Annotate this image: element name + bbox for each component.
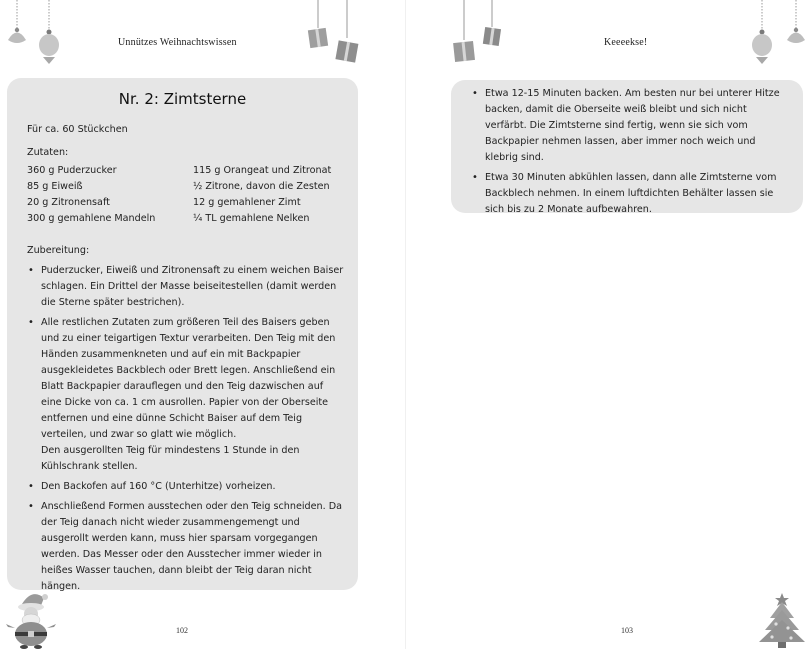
gift-icon: [308, 0, 328, 48]
page-header: Unnützes Weihnachtswissen: [118, 37, 237, 48]
step-text: Den Backofen auf 160 °C (Unterhitze) vorheizen.: [41, 481, 276, 492]
gift-ornaments-right: [446, 0, 516, 70]
bullet-icon: •: [28, 501, 34, 512]
ingredients-label: Zutaten:: [27, 147, 69, 158]
page-number: 102: [176, 626, 188, 635]
recipe-title: Nr. 2: Zimtsterne: [118, 90, 247, 108]
recipe-card-continued: [451, 80, 803, 213]
preparation-label: Zubereitung:: [27, 245, 90, 256]
step-item: [471, 86, 787, 166]
bauble-ornaments-right: [742, 0, 812, 70]
bullet-icon: •: [472, 88, 478, 99]
bauble-ornaments-left: [0, 0, 70, 70]
bauble-icon: [752, 0, 772, 64]
ingredients-column-1: [27, 163, 155, 227]
step-text: Alle restlichen Zutaten zum größeren Teil des Baisers geben und zu einer teigartigen Textur verarbeiten. Den Teig mit den Händen zusammenkneten und auf ein mit Backpapier ausgekleidetes Backblech oder Brett legen. Anschließend ein Blatt Backpapier darauflegen und den Teig dazwischen auf eine Dicke von ca. 1 cm ausrollen. Papier von der Oberseite entfernen und eine dünne Schicht Baiser auf dem Teig verteilen, und zwar so glatt wie möglich. Den ausgerollten Teig für mindestens 1 Stunde in den Kühlschrank stellen.: [41, 317, 336, 472]
bullet-icon: •: [28, 481, 34, 492]
preparation-steps: [27, 263, 345, 599]
ingredients-column-2: [193, 163, 331, 227]
bullet-icon: •: [28, 265, 34, 276]
step-text: Etwa 30 Minuten abkühlen lassen, dann alle Zimtsterne vom Backblech nehmen. In einem luftdichten Behälter lassen sie sich bis zu 2 Monate aufbewahren.: [485, 172, 777, 215]
ingredient-item: 12 g gemahlener Zimt: [193, 197, 301, 208]
bullet-icon: •: [28, 317, 34, 328]
christmas-tree-icon: [756, 590, 808, 649]
step-text: Anschließend Formen ausstechen oder den Teig schneiden. Da der Teig danach nicht wieder zusammengemengt und ausgerollt werden kann, muss hier sparsam vorgegangen werden. Das Messer oder den Ausstecher immer wieder in heißes Wasser tauchen, dann bleibt der Teig daran nicht hängen.: [41, 501, 342, 592]
right-page: [406, 0, 812, 649]
step-item: [27, 263, 345, 311]
recipe-yield: Für ca. 60 Stückchen: [27, 124, 128, 135]
step-item: [471, 170, 787, 218]
step-text: Etwa 12-15 Minuten backen. Am besten nur bei unterer Hitze backen, damit die Oberseite weiß bleibt und sich nicht verfärbt. Die Zimtsterne sind fertig, wenn sie sich vom Backpapier nehmen lassen, aber immer noch weich und klebrig sind.: [485, 88, 780, 163]
bullet-icon: •: [472, 172, 478, 183]
ingredient-item: 300 g gemahlene Mandeln: [27, 213, 156, 224]
gift-icon: [335, 0, 358, 63]
recipe-card: [7, 78, 358, 590]
ingredient-item: 85 g Eiweiß: [27, 181, 83, 192]
gift-icon: [483, 0, 501, 46]
bauble-icon: [39, 0, 59, 64]
ingredient-item: 20 g Zitronensaft: [27, 197, 110, 208]
bauble-icon: [787, 0, 805, 43]
page-number: 103: [621, 626, 633, 635]
page-header: Keeeekse!: [604, 37, 648, 48]
ingredient-item: ½ Zitrone, davon die Zesten: [193, 181, 330, 192]
preparation-steps: [471, 86, 787, 222]
ingredient-item: 360 g Puderzucker: [27, 165, 117, 176]
ingredient-item: 115 g Orangeat und Zitronat: [193, 165, 332, 176]
step-item: [27, 479, 345, 495]
santa-icon: [4, 590, 58, 649]
step-item: [27, 499, 345, 595]
step-item: [27, 315, 345, 475]
step-text: Puderzucker, Eiweiß und Zitronensaft zu einem weichen Baiser schlagen. Ein Drittel der Masse beiseitestellen (damit werden die Sterne später bestrichen).: [41, 265, 344, 308]
bauble-icon: [8, 0, 26, 43]
gift-ornaments-left: [300, 0, 370, 70]
gift-icon: [453, 0, 475, 62]
ingredient-item: ¼ TL gemahlene Nelken: [193, 213, 310, 224]
